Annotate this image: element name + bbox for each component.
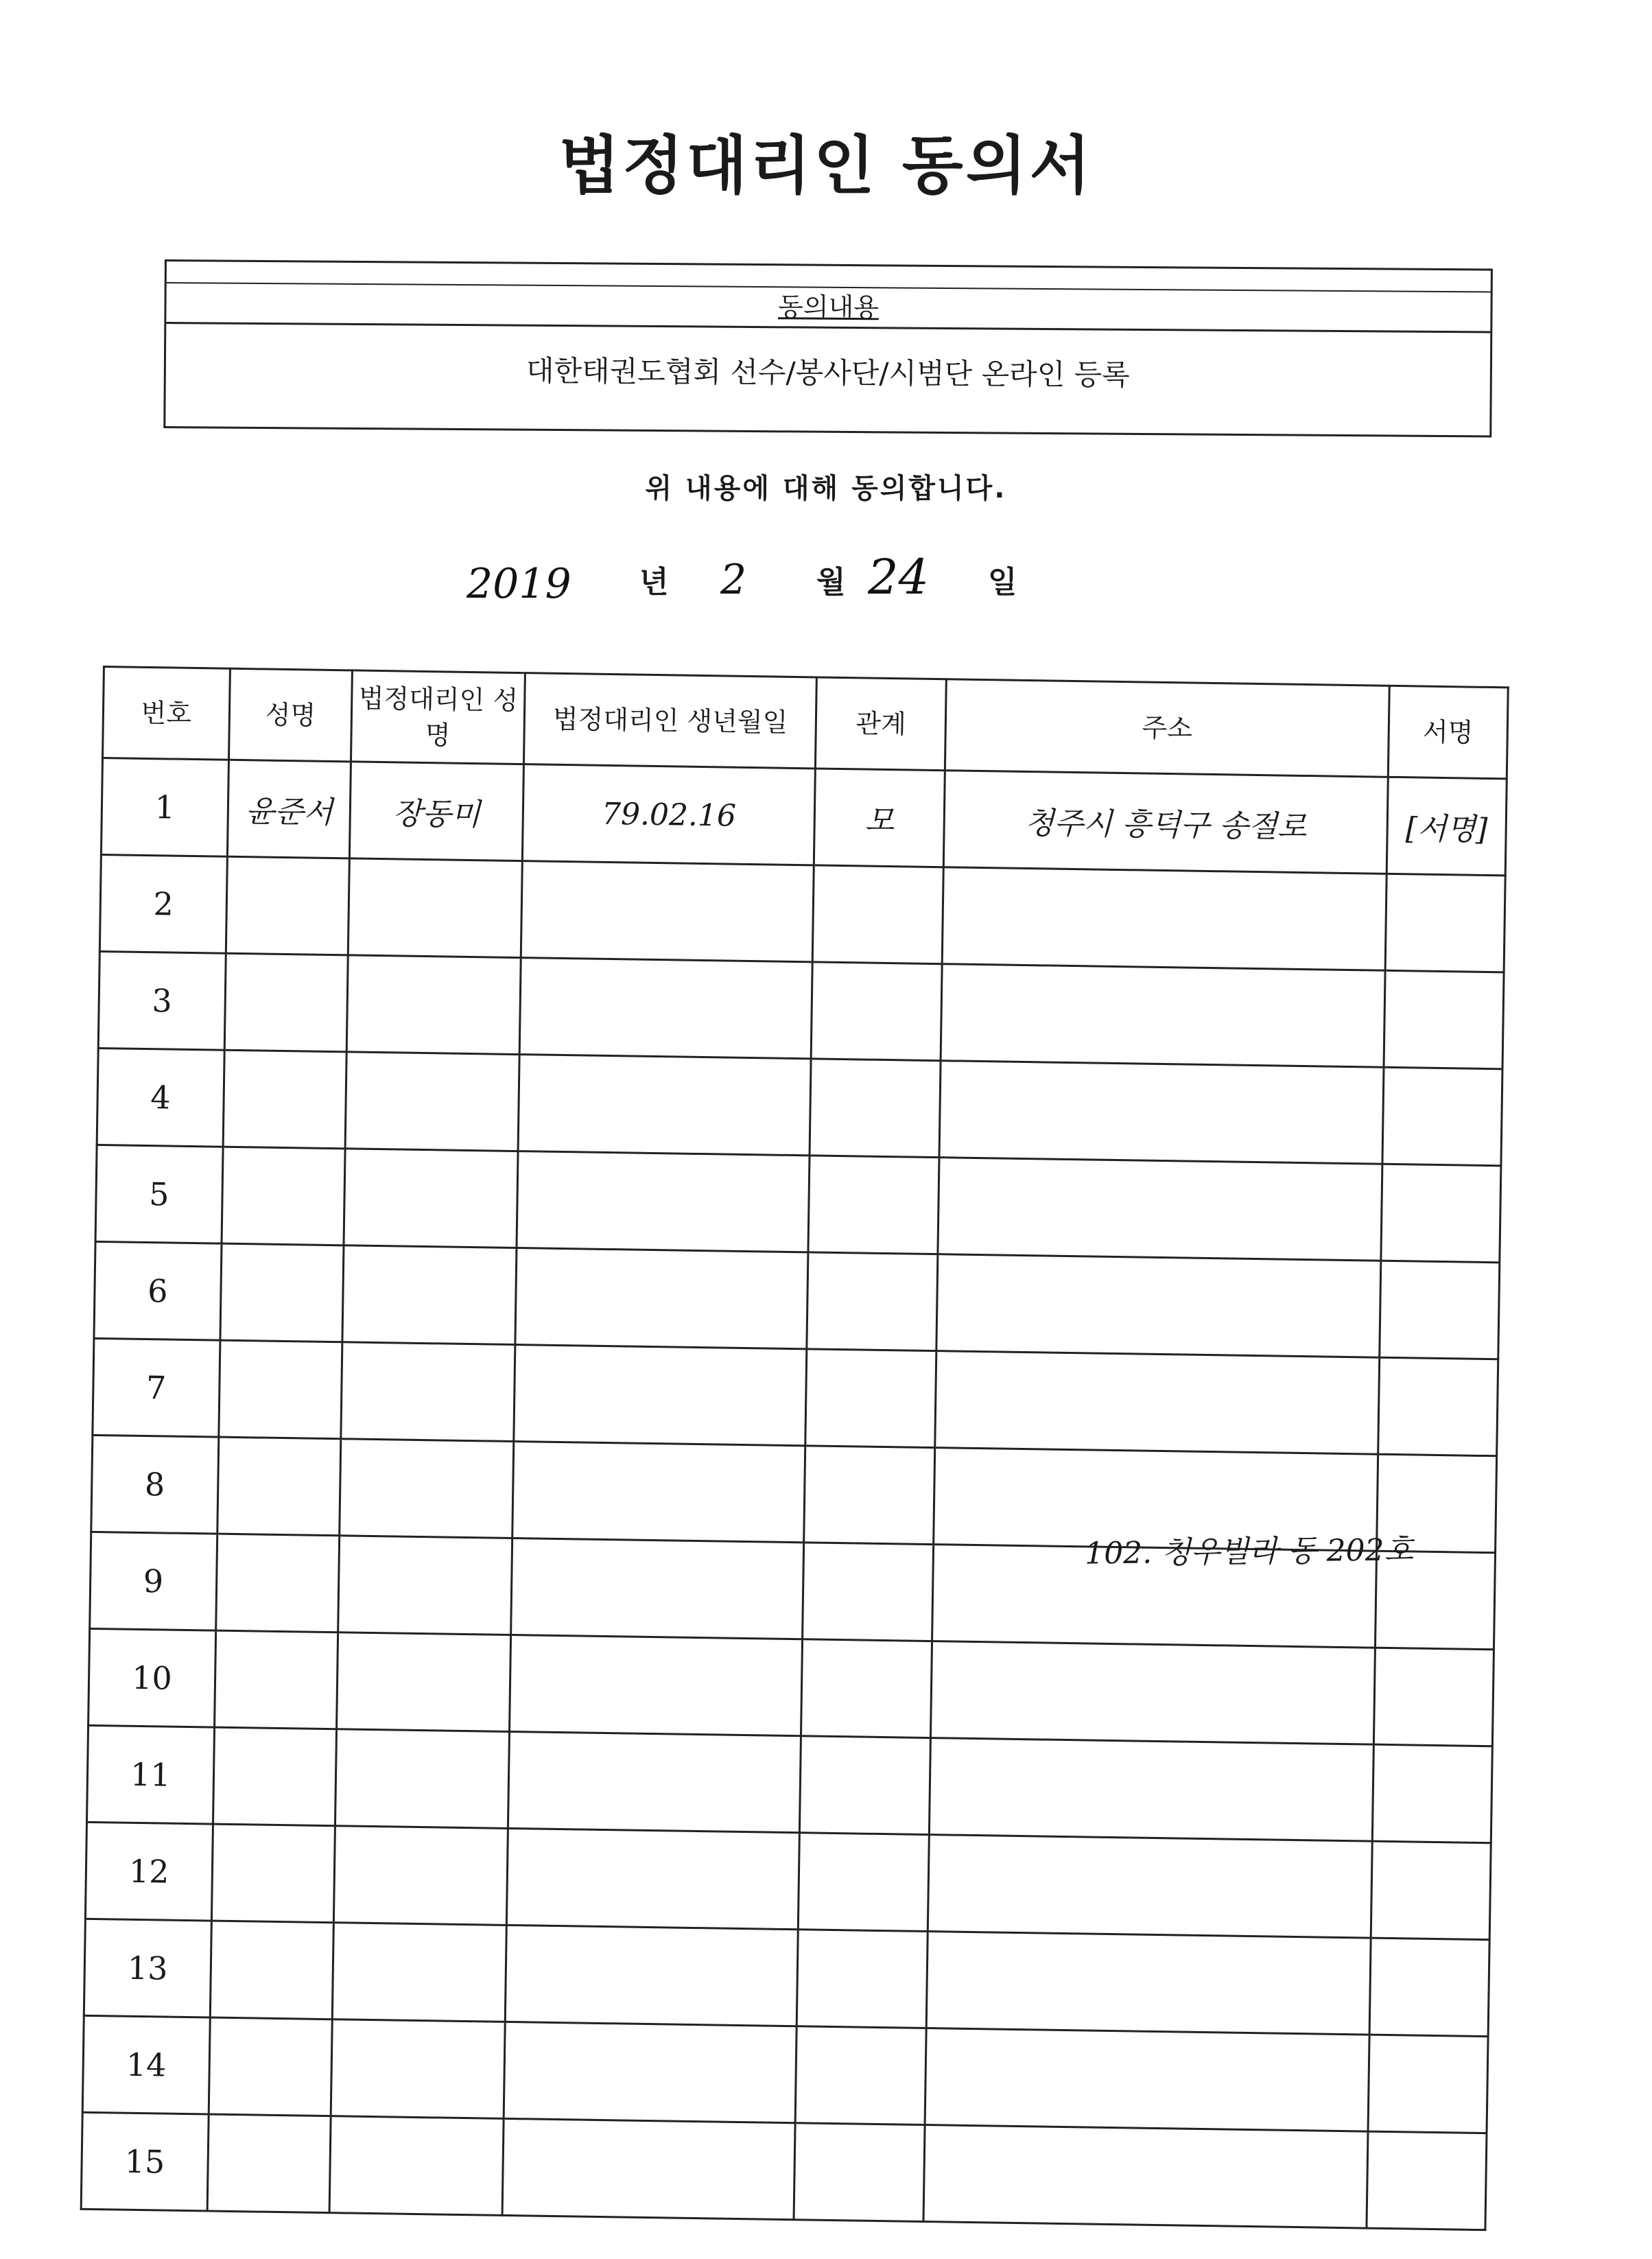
row-number-cell: 11 — [86, 1725, 214, 1824]
relation-cell — [811, 962, 942, 1061]
relation-cell — [801, 1639, 932, 1738]
address-cell — [936, 1254, 1381, 1358]
header-number: 번호 — [103, 667, 231, 760]
address-cell — [938, 1158, 1382, 1261]
guardian-birth-cell — [510, 1635, 803, 1735]
guardian-name-cell — [338, 1536, 512, 1635]
registration-table — [80, 666, 1509, 2231]
row-number-cell: 9 — [90, 1532, 217, 1630]
relation-cell — [799, 1833, 930, 1932]
guardian-name-cell — [346, 955, 521, 1055]
signature-cell — [1367, 2131, 1487, 2230]
header-name: 성명 — [228, 668, 352, 762]
date-month-label: 월 — [816, 565, 846, 600]
signature-cell: [서명] — [1386, 777, 1507, 876]
signature-cell — [1369, 1938, 1489, 2037]
header-guardian-birth: 법정대리인 생년월일 — [524, 673, 817, 769]
student-name-cell — [207, 2114, 331, 2213]
student-name-cell — [210, 1921, 334, 2020]
signature-cell — [1381, 1164, 1501, 1263]
guardian-birth-cell — [514, 1345, 807, 1446]
address-cell — [939, 1061, 1384, 1164]
relation-cell — [807, 1252, 938, 1351]
guardian-name-cell: 장동미 — [350, 762, 524, 861]
student-name-cell — [214, 1630, 338, 1729]
consent-content: 대한태권도협회 선수/봉사단/시범단 온라인 등록 — [526, 353, 1130, 392]
address-cell — [930, 1738, 1374, 1842]
row-number-cell: 14 — [82, 2015, 210, 2114]
address-cell — [923, 2125, 1368, 2229]
guardian-birth-cell — [517, 1151, 810, 1252]
relation-cell — [810, 1059, 941, 1158]
agreement-text: 위 내용에 대해 동의합니다. — [645, 473, 1007, 504]
row-number-cell: 7 — [93, 1338, 220, 1437]
guardian-birth-cell — [502, 2118, 795, 2219]
student-name-cell — [215, 1534, 340, 1632]
signature-cell — [1368, 2035, 1488, 2133]
document-title: 법정대리인 동의서 — [558, 129, 1094, 202]
guardian-name-cell — [341, 1342, 515, 1442]
date-year-value: 2019 — [467, 560, 571, 608]
consent-box — [163, 259, 1493, 438]
student-name-cell — [217, 1437, 341, 1536]
address-cell — [926, 1932, 1371, 2035]
signature-cell — [1382, 1067, 1502, 1166]
row-number-cell: 13 — [84, 1919, 211, 2017]
guardian-birth-cell — [511, 1538, 804, 1639]
row-number-cell: 10 — [88, 1628, 216, 1727]
date-month-value: 2 — [720, 556, 747, 604]
relation-cell — [805, 1349, 936, 1448]
student-name-cell — [226, 856, 350, 955]
relation-cell — [795, 2026, 926, 2125]
student-name-cell — [211, 1824, 335, 1923]
guardian-birth-cell — [515, 1248, 808, 1349]
row-number-cell: 12 — [85, 1822, 213, 1921]
row-number-cell: 15 — [81, 2112, 209, 2211]
guardian-name-cell — [335, 1729, 510, 1829]
guardian-birth-cell: 79.02.16 — [522, 764, 815, 865]
signature-cell — [1380, 1261, 1500, 1359]
row-number-cell: 8 — [91, 1435, 219, 1534]
guardian-birth-cell — [505, 1925, 798, 2026]
consent-header-label: 동의내용 — [777, 292, 880, 323]
guardian-birth-cell — [508, 1731, 801, 1832]
table-row — [81, 2112, 1487, 2229]
header-relation: 관계 — [816, 677, 947, 771]
address-line-2: 102. 청우빌라 동 202호 — [1084, 1532, 1414, 1571]
address-cell — [935, 1351, 1380, 1455]
row-number-cell: 5 — [95, 1145, 223, 1243]
relation-cell — [800, 1736, 931, 1835]
address-cell: 청주시 흥덕구 송절로 — [943, 771, 1388, 874]
student-name-cell — [213, 1727, 337, 1826]
date-day-value: 24 — [868, 549, 930, 605]
student-name-cell — [224, 953, 349, 1052]
guardian-name-cell — [340, 1439, 514, 1538]
signature-cell — [1384, 970, 1504, 1069]
address-cell — [925, 2028, 1369, 2132]
address-cell — [931, 1641, 1376, 1745]
row-number-cell: 4 — [97, 1048, 224, 1147]
signature-cell — [1373, 1648, 1494, 1746]
registration-table-wrap — [80, 666, 1509, 2230]
guardian-birth-cell — [519, 958, 812, 1059]
guardian-name-cell — [334, 1826, 508, 1926]
signature-cell — [1385, 874, 1505, 972]
guardian-birth-cell — [512, 1442, 805, 1543]
relation-cell — [794, 2123, 925, 2222]
guardian-name-cell — [329, 2116, 504, 2216]
guardian-name-cell — [342, 1245, 517, 1345]
guardian-name-cell — [337, 1632, 511, 1732]
relation-cell — [803, 1543, 934, 1641]
guardian-name-cell — [344, 1149, 518, 1248]
guardian-name-cell — [348, 858, 522, 958]
guardian-name-cell — [332, 1923, 506, 2022]
relation-cell — [804, 1446, 935, 1545]
signature-cell — [1372, 1744, 1492, 1843]
student-name-cell — [209, 2017, 333, 2116]
relation-cell: 모 — [814, 769, 945, 867]
address-cell — [942, 867, 1386, 971]
date-year-label: 년 — [639, 565, 669, 600]
guardian-birth-cell — [521, 861, 814, 962]
signature-cell — [1378, 1357, 1498, 1456]
row-number-cell: 3 — [98, 951, 226, 1050]
guardian-birth-cell — [518, 1055, 811, 1156]
guardian-name-cell — [331, 2020, 505, 2119]
student-name-cell — [220, 1243, 344, 1342]
row-number-cell: 2 — [99, 854, 227, 953]
row-number-cell: 6 — [94, 1241, 222, 1340]
relation-cell — [808, 1156, 939, 1254]
signature-cell — [1371, 1841, 1491, 1940]
header-guardian-name: 법정대리인 성명 — [351, 670, 526, 764]
header-address: 주소 — [945, 679, 1389, 777]
relation-cell — [796, 1930, 928, 2028]
address-cell — [941, 964, 1385, 1068]
guardian-birth-cell — [506, 1828, 799, 1929]
header-signature: 서명 — [1388, 686, 1508, 779]
student-name-cell: 윤준서 — [227, 760, 351, 858]
address-cell — [928, 1835, 1372, 1939]
guardian-name-cell — [345, 1052, 519, 1151]
student-name-cell — [219, 1340, 343, 1439]
student-name-cell — [223, 1050, 347, 1149]
guardian-birth-cell — [504, 2022, 796, 2122]
relation-cell — [812, 865, 943, 964]
row-number-cell: 1 — [101, 758, 228, 857]
date-day-label: 일 — [988, 565, 1017, 600]
student-name-cell — [222, 1147, 346, 1245]
